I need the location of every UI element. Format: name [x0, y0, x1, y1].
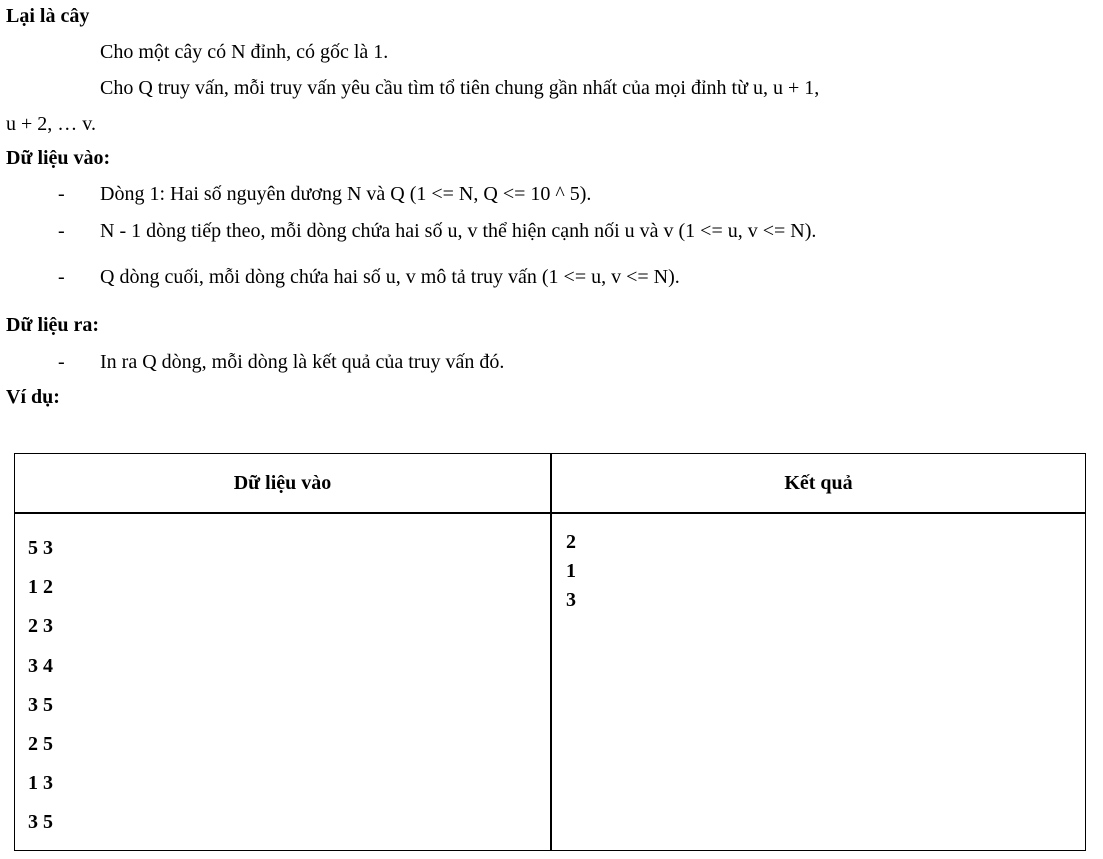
- input-line: 2 3: [28, 615, 53, 638]
- bullet-marker: -: [58, 220, 65, 242]
- bullet-marker: -: [58, 351, 65, 373]
- output-cell: [566, 528, 576, 615]
- example-heading: Ví dụ:: [6, 386, 60, 408]
- output-line: 3: [566, 589, 576, 611]
- bullet-marker: -: [58, 183, 65, 205]
- bullet-marker: -: [58, 266, 65, 288]
- statement-line-2: Cho Q truy vấn, mỗi truy vấn yêu cầu tìm tổ tiên chung gần nhất của mọi đỉnh từ u, u + 1,: [100, 77, 820, 99]
- input-heading: Dữ liệu vào:: [6, 147, 111, 169]
- output-line: 2: [566, 531, 576, 553]
- output-heading: Dữ liệu ra:: [6, 314, 100, 336]
- table-header-output: Kết quả: [784, 472, 853, 494]
- input-item-1: Dòng 1: Hai số nguyên dương N và Q (1 <= N, Q <= 10 ^ 5).: [100, 183, 592, 205]
- example-table: [14, 453, 1086, 851]
- table-header-input: Dữ liệu vào: [233, 472, 332, 494]
- input-item-2: N - 1 dòng tiếp theo, mỗi dòng chứa hai số u, v thể hiện cạnh nối u và v (1 <= u, v <= N).: [100, 220, 817, 242]
- problem-title: Lại là cây: [6, 5, 90, 27]
- input-line: 5 3: [28, 537, 53, 559]
- input-line: 3 4: [28, 654, 53, 677]
- input-line: 3 5: [28, 811, 53, 834]
- output-item-1: In ra Q dòng, mỗi dòng là kết quả của truy vấn đó.: [100, 351, 505, 373]
- input-item-3: Q dòng cuối, mỗi dòng chứa hai số u, v mô tả truy vấn (1 <= u, v <= N).: [100, 266, 680, 288]
- statement-line-3: u + 2, … v.: [6, 113, 96, 135]
- input-line: 2 5: [28, 733, 53, 756]
- input-line: 3 5: [28, 693, 53, 716]
- table-header-divider: [15, 512, 1085, 514]
- input-line: 1 3: [28, 772, 53, 795]
- input-line: 1 2: [28, 576, 53, 599]
- output-line: 1: [566, 560, 576, 582]
- statement-line-1: Cho một cây có N đỉnh, có gốc là 1.: [100, 41, 389, 63]
- input-cell: [28, 529, 53, 843]
